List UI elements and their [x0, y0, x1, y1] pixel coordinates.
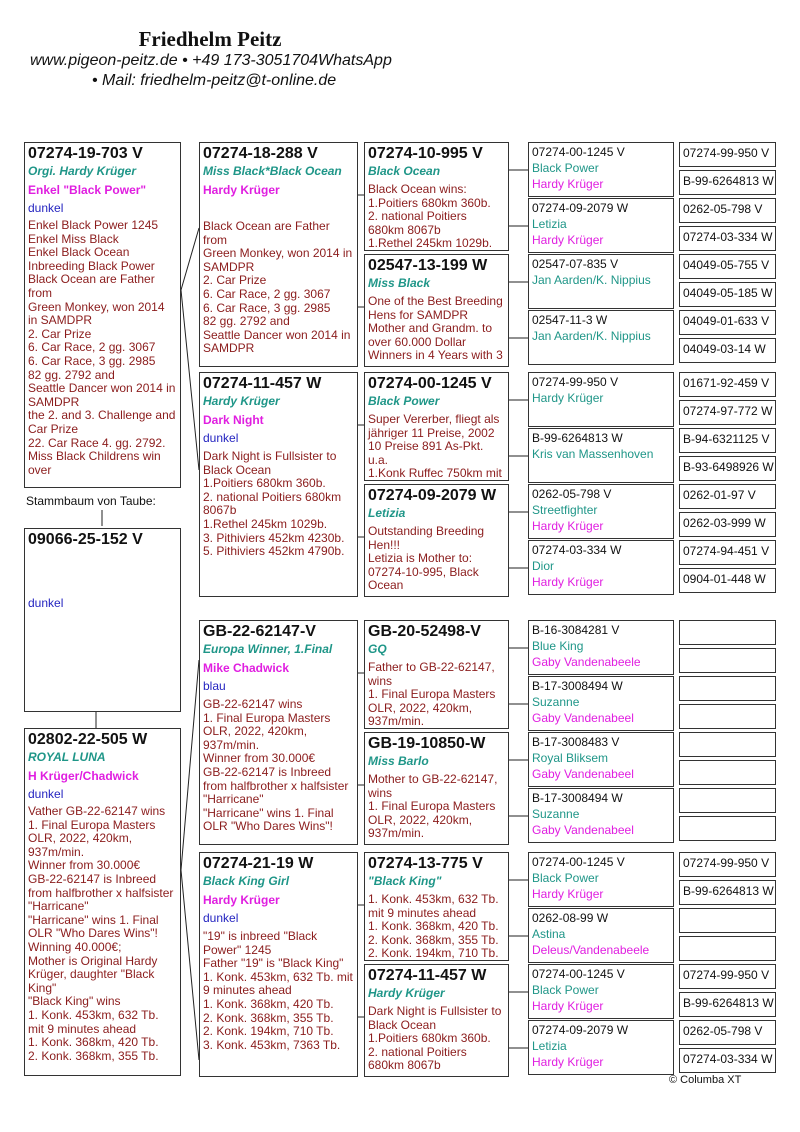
pigeon-name: Blue King — [532, 639, 584, 653]
connector-line — [181, 660, 199, 870]
pigeon-notes: Black Ocean wins: 1.Poitiers 680km 360b. 2. national Poitiers 680km 8067b 1.Rethel 245km 1029b. — [368, 182, 493, 251]
breeder-name: Deleus/Vandenabeele — [532, 943, 650, 957]
ring-number: B-99-6264813 W — [683, 174, 774, 188]
gen5-box — [679, 540, 776, 565]
gen4-box — [528, 1020, 674, 1075]
breeder-name: Hardy Krüger — [532, 1055, 604, 1069]
breeder-name: Dark Night — [203, 413, 264, 427]
gen4-box — [528, 620, 674, 675]
gen5-box — [679, 568, 776, 593]
breeder-name: Hardy Krüger — [203, 183, 280, 197]
pigeon-name: Black Ocean — [368, 164, 441, 178]
ring-number: B-93-6498926 W — [683, 460, 774, 474]
pigeon-notes: Father to GB-22-62147, wins 1. Final Europa Masters OLR, 2022, 420km, 937m/min. — [368, 660, 496, 729]
pigeon-name: Hardy Krüger — [368, 986, 445, 1000]
pigeon-name: Jan Aarden/K. Nippius — [532, 273, 651, 287]
breeder-name: Hardy Krüger — [532, 233, 604, 247]
pigeon-name: "Black King" — [368, 874, 442, 888]
gen5-box — [679, 880, 776, 905]
gen4-box — [528, 372, 674, 427]
pigeon-name: Europa Winner, 1.Final — [203, 642, 333, 656]
ring-number: 07274-09-2079 W — [532, 1023, 629, 1037]
pigeon-name: GQ — [368, 642, 387, 656]
great-grandparent-box — [364, 620, 509, 729]
ring-number: 07274-19-703 V — [28, 145, 143, 162]
gen4-box — [528, 198, 674, 253]
gen5-box — [679, 760, 776, 785]
ring-number: B-16-3084281 V — [532, 623, 620, 637]
gen4-box — [528, 484, 674, 539]
great-grandparent-box — [364, 142, 509, 251]
ring-number: 04049-05-755 V — [683, 258, 770, 272]
breeder-name: Enkel "Black Power" — [28, 183, 147, 197]
gen5-box — [679, 1020, 776, 1045]
breeder-name: Hardy Krüger — [532, 999, 604, 1013]
gen5-box — [679, 456, 776, 481]
pigeon-notes: Dark Night is Fullsister to Black Ocean 1.Poitiers 680km 360b. 2. national Poitiers 680km 8067b 1.Rethel 245km 1029b. 3. Pithiviers 452km 4230b. 5. Pithiviers 452km 4790b. — [203, 449, 345, 559]
ring-number: 07274-00-1245 V — [532, 145, 625, 159]
gen5-box — [679, 142, 776, 167]
contact-mail: • Mail: friedhelm-peitz@t-online.de — [92, 72, 337, 89]
breeder-name: H Krüger/Chadwick — [28, 769, 139, 783]
great-grandparent-box — [364, 372, 509, 481]
ring-number: GB-19-10850-W — [368, 735, 486, 752]
pigeon-notes: Dark Night is Fullsister to Black Ocean 1.Poitiers 680km 360b. 2. national Poitiers 680km 8067b — [368, 1004, 502, 1073]
breeder-name: Mike Chadwick — [203, 661, 290, 675]
gen5-box — [679, 676, 776, 701]
ring-number: 07274-21-19 W — [203, 855, 314, 872]
connector-line — [181, 870, 199, 1060]
ring-number: 07274-11-457 W — [368, 967, 487, 984]
gen5-box — [679, 620, 776, 645]
gen5-box — [679, 964, 776, 989]
gen4-box — [528, 908, 674, 963]
gen4-box — [528, 788, 674, 843]
gen5-box — [679, 852, 776, 877]
ring-number: B-99-6264813 W — [683, 996, 774, 1010]
gen5-box — [679, 484, 776, 509]
pigeon-name: Royal Bliksem — [532, 751, 609, 765]
pigeon-name: Letizia — [532, 217, 567, 231]
feather-color: dunkel — [203, 431, 239, 445]
gen4-box — [528, 540, 674, 595]
gen4-box — [528, 676, 674, 731]
ring-number: B-99-6264813 W — [683, 884, 774, 898]
gen5-box — [679, 198, 776, 223]
pigeon-name: Streetfighter — [532, 503, 598, 517]
pigeon-name: Jan Aarden/K. Nippius — [532, 329, 651, 343]
feather-color: dunkel — [28, 596, 64, 610]
pigeon-name: Miss Black*Black Ocean — [203, 164, 342, 178]
ring-number: 02547-11-3 W — [532, 313, 608, 327]
ring-number: GB-22-62147-V — [203, 623, 316, 640]
pigeon-name: Black Power — [532, 983, 599, 997]
ring-number: 07274-13-775 V — [368, 855, 483, 872]
great-grandparent-box — [364, 852, 509, 961]
ring-number: 0262-05-798 V — [683, 1024, 763, 1038]
connector-line — [181, 228, 199, 290]
ring-number: 04049-03-14 W — [683, 342, 766, 356]
ring-number: 07274-18-288 V — [203, 145, 318, 162]
breeder-name: Gaby Vandenabeel — [532, 823, 634, 837]
pigeon-name: Miss Barlo — [368, 754, 429, 768]
breeder-name: Hardy Krüger — [532, 177, 604, 191]
gen4-box — [528, 142, 674, 197]
connector-line — [181, 290, 199, 470]
ring-number: B-17-3008494 W — [532, 791, 623, 805]
gen4-box — [528, 732, 674, 787]
pigeon-name: Dior — [532, 559, 555, 573]
pigeon-name: Black Power — [368, 394, 440, 408]
ring-number: 07274-99-950 V — [683, 968, 770, 982]
feather-color — [203, 201, 354, 215]
ring-number: 07274-94-451 V — [683, 544, 770, 558]
gen5-box — [679, 704, 776, 729]
breeder-name: Hardy Krüger — [532, 519, 604, 533]
ring-number: 07274-11-457 W — [203, 375, 322, 392]
feather-color: dunkel — [28, 787, 64, 801]
ring-number: 0262-03-999 W — [683, 516, 766, 530]
great-grandparent-box — [364, 254, 509, 367]
ring-number: 01671-92-459 V — [683, 376, 770, 390]
grandparent-box — [199, 372, 358, 597]
pigeon-name: Letizia — [368, 506, 406, 520]
pigeon-name: ROYAL LUNA — [28, 750, 106, 764]
ring-number: 07274-03-334 W — [683, 230, 773, 244]
pigeon-name: Miss Black — [368, 276, 431, 290]
ring-number: 07274-09-2079 W — [368, 487, 497, 504]
ring-number: 02802-22-505 W — [28, 731, 148, 748]
ring-number: 0262-05-798 V — [532, 487, 612, 501]
ring-number: 04049-05-185 W — [683, 286, 773, 300]
pigeon-notes: Mother to GB-22-62147, wins 1. Final Europa Masters OLR, 2022, 420km, 937m/min. — [368, 772, 498, 841]
ring-number: 07274-10-995 V — [368, 145, 483, 162]
pigeon-name: Suzanne — [532, 807, 580, 821]
gen5-box — [679, 338, 776, 363]
great-grandparent-box — [364, 732, 509, 845]
ring-number: 09066-25-152 V — [28, 531, 143, 548]
gen4-box — [528, 428, 674, 483]
subject-box — [24, 528, 181, 712]
breeder-name: Gaby Vandenabeel — [532, 711, 634, 725]
pigeon-name: Black Power — [532, 161, 599, 175]
ring-number: 0262-05-798 V — [683, 202, 763, 216]
feather-color: dunkel — [28, 201, 64, 215]
pigeon-notes: One of the Best Breeding Hens for SAMDPR Mother and Grandm. to over 60.000 Dollar Winners in 4 Years with 3 — [368, 294, 503, 363]
gen4-box — [528, 964, 674, 1019]
ring-number: 07274-99-950 V — [683, 146, 770, 160]
breeder-name: Friedhelm Peitz — [138, 27, 282, 51]
ring-number: 07274-00-1245 V — [532, 855, 625, 869]
ring-number: GB-20-52498-V — [368, 623, 481, 640]
pedigree-label: Stammbaum von Taube: — [26, 494, 156, 508]
pigeon-name: Black Power — [532, 871, 599, 885]
ring-number: B-17-3008483 V — [532, 735, 620, 749]
gen5-box — [679, 936, 776, 961]
ring-number: 07274-09-2079 W — [532, 201, 629, 215]
ring-number: 07274-97-772 W — [683, 404, 773, 418]
pigeon-notes: GB-22-62147 wins 1. Final Europa Masters OLR, 2022, 420km, 937m/min. Winner from 30.000€ GB-22-62147 is Inbreed from halfbrother x halfsister "Harricane" "Harricane" wins 1. Final OLR "Who Dares Wins"! — [203, 697, 349, 834]
gen5-box — [679, 512, 776, 537]
pigeon-name: Kris van Massenhoven — [532, 447, 654, 461]
feather-color: blau — [203, 679, 226, 693]
gen5-box — [679, 282, 776, 307]
ring-number: 02547-13-199 W — [368, 257, 488, 274]
feather-color: dunkel — [203, 911, 239, 925]
gen5-box — [679, 428, 776, 453]
pigeon-name: Astina — [532, 927, 566, 941]
gen5-box — [679, 732, 776, 757]
breeder-name: Hardy Krüger — [532, 575, 604, 589]
ring-number: 0262-08-99 W — [532, 911, 609, 925]
gen5-box — [679, 170, 776, 195]
ring-number: 07274-99-950 V — [532, 375, 619, 389]
pigeon-notes: Enkel Black Power 1245 Enkel Miss Black Enkel Black Ocean Inbreeding Black Power Black Ocean are Father from Green Monkey, won 2014 in SAMDPR 2. Car Prize 6. Car Race, 2 gg. 3067 6. Car Race, 3 gg. 2985 82 gg. 2792 and Seattle Dancer won 2014 in SAMDPR the 2. and 3. Challenge and Car Prize 22. Car Race 4. gg. 2792. Miss Black Childrens win over — [28, 218, 176, 477]
gen5-box — [679, 310, 776, 335]
grandparent-box — [199, 852, 358, 1077]
grandparent-box — [199, 620, 358, 845]
gen5-box — [679, 992, 776, 1017]
gen4-box — [528, 852, 674, 907]
ring-number: 0904-01-448 W — [683, 572, 766, 586]
great-grandparent-box — [364, 484, 509, 597]
pigeon-notes: Vather GB-22-62147 wins 1. Final Europa Masters OLR, 2022, 420km, 937m/min. Winner from 30.000€ GB-22-62147 is Inbreed from halfbrother x halfsister "Harricane" "Harricane" wins 1. Final OLR "Who Dares Wins"! Winning 40.000€; Mother is Original Hardy Krüger, daughter "Black King" "Black King" wins 1. Konk. 453km, 632 Tb. mit 9 minutes ahead 1. Konk. 368km, 420 Tb. 2. Konk. 368km, 355 Tb. — [28, 804, 174, 1063]
ring-number: 02547-07-835 V — [532, 257, 619, 271]
pigeon-name: Orgi. Hardy Krüger — [28, 164, 137, 178]
ring-number: 07274-03-334 W — [532, 543, 622, 557]
ring-number: 07274-00-1245 V — [368, 375, 492, 392]
ring-number: 04049-01-633 V — [683, 314, 770, 328]
pigeon-notes: 1. Konk. 453km, 632 Tb. mit 9 minutes ahead 1. Konk. 368km, 420 Tb. 2. Konk. 368km, 355 Tb. 2. Konk. 194km, 710 Tb. — [368, 892, 499, 961]
ring-number: 07274-03-334 W — [683, 1052, 773, 1066]
gen5-box — [679, 372, 776, 397]
ring-number: 07274-00-1245 V — [532, 967, 625, 981]
gen5-box — [679, 254, 776, 279]
contact-web-phone: www.pigeon-peitz.de • +49 173-3051704WhatsApp — [30, 52, 392, 69]
breeder-name: Gaby Vandenabeel — [532, 767, 634, 781]
grandparent-box — [199, 142, 358, 367]
pigeon-name: Black King Girl — [203, 874, 290, 888]
breeder-name: Gaby Vandenabeele — [532, 655, 641, 669]
pigeon-name: Hardy Krüger — [532, 391, 604, 405]
gen5-box — [679, 816, 776, 841]
ring-number: 0262-01-97 V — [683, 488, 756, 502]
gen5-box — [679, 908, 776, 933]
pigeon-notes: "19" is inbreed "Black Power" 1245 Father "19" is "Black King" 1. Konk. 453km, 632 Tb. mit 9 minutes ahead 1. Konk. 368km, 420 Tb. 2. Konk. 368km, 355 Tb. 2. Konk. 194km, 710 Tb. 3. Konk. 453km, 7363 Tb. — [203, 929, 353, 1052]
gen4-box — [528, 254, 674, 309]
sire-box — [24, 142, 181, 488]
ring-number: B-94-6321125 V — [683, 432, 770, 446]
gen5-box — [679, 788, 776, 813]
pigeon-notes: Black Ocean are Father from Green Monkey, won 2014 in SAMDPR 2. Car Prize 6. Car Race, 2 gg. 3067 6. Car Race, 3 gg. 2985 82 gg. 2792 and Seattle Dancer won 2014 in SAMDPR — [203, 219, 353, 356]
breeder-name: Hardy Krüger — [203, 893, 280, 907]
pigeon-name: Letizia — [532, 1039, 567, 1053]
great-grandparent-box — [364, 964, 509, 1077]
pigeon-notes: Outstanding Breeding Hen!!! Letizia is Mother to: 07274-10-995, Black Ocean — [368, 524, 485, 593]
gen5-box — [679, 1048, 776, 1073]
dam-box — [24, 728, 181, 1076]
copyright: © Columba XT — [669, 1074, 742, 1086]
gen5-box — [679, 648, 776, 673]
pigeon-notes: Super Vererber, fliegt als jähriger 11 Preise, 2002 10 Preise 891 As-Pkt. u.a. 1.Konk Ruffec 750km mit — [368, 412, 502, 481]
ring-number: B-17-3008494 W — [532, 679, 623, 693]
ring-number: 07274-99-950 V — [683, 856, 770, 870]
ring-number: B-99-6264813 W — [532, 431, 623, 445]
gen5-box — [679, 226, 776, 251]
gen5-box — [679, 400, 776, 425]
pigeon-name: Suzanne — [532, 695, 580, 709]
breeder-name: Hardy Krüger — [532, 887, 604, 901]
pigeon-name: Hardy Krüger — [203, 394, 280, 408]
gen4-box — [528, 310, 674, 365]
